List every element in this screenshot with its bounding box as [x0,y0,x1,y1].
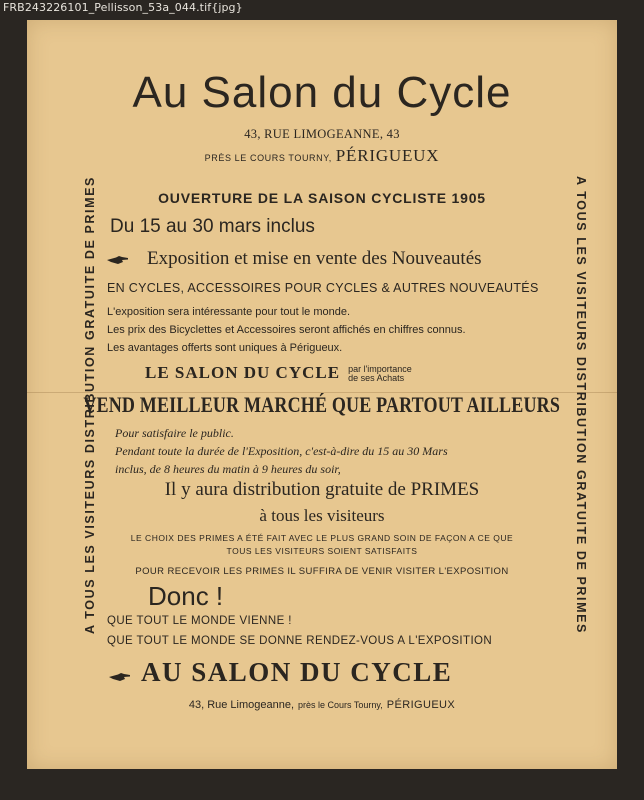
season-heading: OUVERTURE DE LA SAISON CYCLISTE 1905 [158,190,486,206]
address-line: 43, RUE LIMOGEANNE, 43 [244,127,400,141]
side-banner-left: A TOUS LES VISITEURS DISTRIBUTION GRATUITE DE PRIMES [83,176,97,634]
closing-address-near: près le Cours Tourny, [298,700,383,710]
near-line [27,146,617,166]
primes-line-2: à tous les visiteurs [259,506,385,525]
closing-address-city: PÉRIGUEUX [386,699,456,711]
categories-line: EN CYCLES, ACCESSOIRES POUR CYCLES & AUTRES NOUVEAUTÉS [107,281,539,295]
poster-sheet [27,20,617,769]
salon-claim-name: LE SALON DU CYCLE [145,363,341,382]
pointing-hand-icon [107,255,129,265]
salon-claim-note-1: par l'importance [348,364,412,375]
poster-title: Au Salon du Cycle [132,68,512,117]
closing-big-name: AU SALON DU CYCLE [141,657,453,687]
choice-line-2: TOUS LES VISITEURS SOIENT SATISFAITS [226,546,418,556]
closing-address-street: 43, Rue Limogeanne, [188,699,295,711]
italic-line-1: Pour satisfaire le public. [115,426,234,440]
headline-claim [27,392,617,418]
closing-address [27,695,617,713]
side-banner-right: A TOUS LES VISITEURS DISTRIBUTION GRATUITE DE PRIMES [574,176,588,634]
exhibition-line [107,248,482,270]
choice-line-1: LE CHOIX DES PRIMES A ÉTÉ FAIT AVEC LE PLUS GRAND SOIN DE FAÇON A CE QUE [130,533,514,543]
receive-line: POUR RECEVOIR LES PRIMES IL SUFFIRA DE VENIR VISITER L'EXPOSITION [135,566,509,577]
exhibition-text: Exposition et mise en vente des Nouveautés [147,248,482,269]
primes-line-1: Il y aura distribution gratuite de PRIMES [164,479,480,500]
italic-line-3: inclus, de 8 heures du matin à 9 heures du soir, [115,462,341,476]
salon-claim-note [348,365,412,383]
closing-big-line [109,657,452,688]
pointing-hand-icon [109,672,131,682]
salon-claim-note-2: de ses Achats [348,373,405,384]
salon-claim [145,363,412,383]
info-line-3: Les avantages offerts sont uniques à Périgueux. [107,342,343,354]
closing-line-2: QUE TOUT LE MONDE SE DONNE RENDEZ-VOUS A L'EXPOSITION [107,635,493,647]
city-name: PÉRIGUEUX [335,146,440,165]
near-prefix: PRÈS LE COURS TOURNY, [204,153,332,163]
file-label: FRB243226101_Pellisson_53a_044.tif{jpg} [3,1,243,14]
donc-heading: Donc ! [148,581,224,611]
closing-line-1: QUE TOUT LE MONDE VIENNE ! [107,615,292,627]
headline-claim-text: VEND MEILLEUR MARCHÉ QUE PARTOUT AILLEURS [83,392,561,417]
info-line-1: L'exposition sera intéressante pour tout le monde. [107,306,351,318]
italic-line-2: Pendant toute la durée de l'Exposition, c'est-à-dire du 15 au 30 Mars [115,444,448,458]
info-line-2: Les prix des Bicyclettes et Accessoires seront affichés en chiffres connus. [107,324,466,336]
dates-line: Du 15 au 30 mars inclus [110,216,315,237]
